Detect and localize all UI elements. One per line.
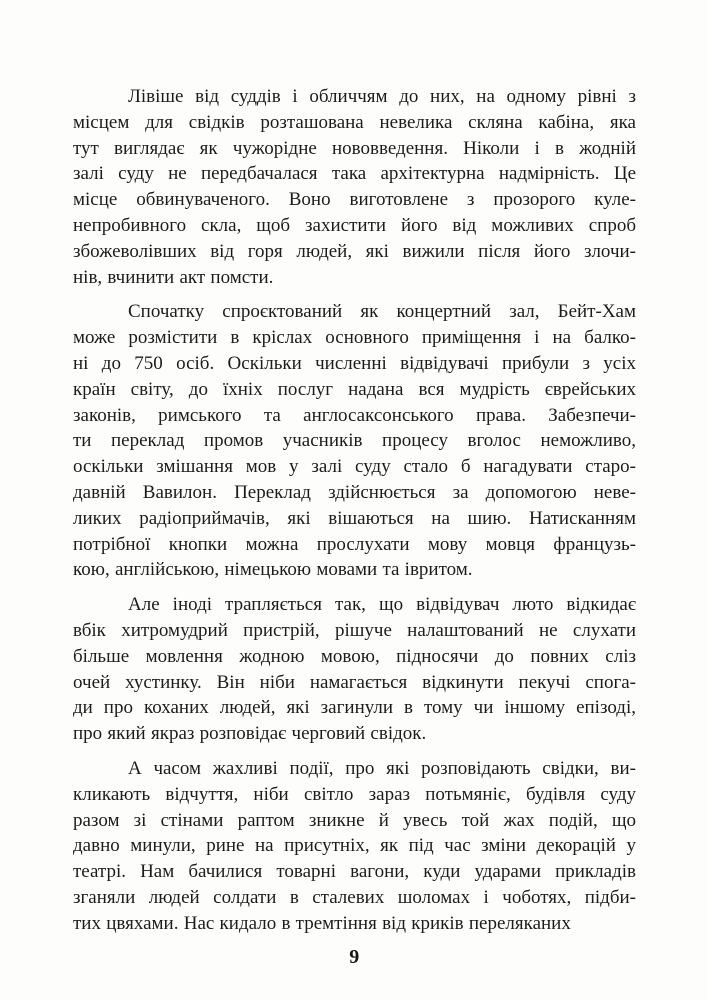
text-line: ні до 750 осіб. Оскільки численні відвідувачі прибули з усіх [73,352,636,374]
text-line: ти переклад промов учасників процесу вголос неможливо, [73,430,636,452]
text-line: про який якраз розповідає черговий свідок. [73,723,427,745]
text-line: місце обвинуваченого. Воно виготовлене з прозорого куле- [73,189,636,211]
text-line: А часом жахливі події, про які розповідають свідки, ви- [128,757,636,779]
text-line: Лівіше від суддів і обличчям до них, на одному рівні з [128,86,636,107]
text-line: Спочатку спроєктований як концертний зал, Бейт-Хам [128,301,636,323]
text-line: зганяли людей солдати в сталевих шоломах і чоботях, підби- [73,886,636,908]
text-line: ликих радіоприймачів, які вішаються на шию. Натисканням [73,507,636,529]
text-line: вбік хитромудрий пристрій, рішуче налаштований не слухати [73,619,636,641]
text-line: оскільки змішання мов у залі суду стало б нагадувати старо- [73,456,636,478]
text-line: збожеволівших від горя людей, які вижили після його злочи- [73,240,636,262]
text-line: ди про коханих людей, які загинули в тому чи іншому епізоді, [73,697,636,719]
page-number: 9 [349,945,360,968]
text-line: давно минули, рине на присутніх, як під час зміни декорацій у [73,835,636,857]
text-line: країн світу, до їхніх послуг надана вся мудрість єврейських [73,378,636,400]
text-line: може розмістити в кріслах основного приміщення і на балко- [73,327,636,349]
text-line: потрібної кнопки можна прослухати мову мовця французь- [73,533,636,555]
text-line: законів, римського та англосаксонського права. Забезпечи- [73,404,636,426]
text-line: нів, вчинити акт помсти. [73,266,274,288]
text-line: Але іноді трапляється так, що відвідувач люто відкидає [128,594,636,616]
paragraph [73,299,636,583]
text-line: давній Вавилон. Переклад здійснюється за допомогою неве- [73,481,636,503]
page-text [73,84,636,937]
text-line: кликають відчуття, ніби світло зараз потьмяніє, будівля суду [73,783,636,805]
text-line: непробивного скла, щоб захистити його від можливих спроб [73,214,636,236]
paragraph [73,756,636,937]
paragraph [73,592,636,747]
text-line: більше мовлення жодною мовою, підносячи до повних сліз [73,645,636,667]
text-line: тих цвяхами. Нас кидало в тремтіння від криків переляканих [73,912,571,934]
text-line: тут виглядає як чужорідне нововведення. Ніколи і в жодній [73,137,636,159]
text-line: очей хустинку. Він ніби намагається відкинути пекучі спога- [73,671,636,693]
text-line: залі суду не передбачалася така архітектурна надмірність. Це [73,163,636,185]
text-line: кою, англійською, німецькою мовами та івритом. [73,559,473,581]
text-line: театрі. Нам бачилися товарні вагони, куди ударами прикладів [73,861,636,883]
text-line: разом зі стінами раптом зникне й увесь той жах подій, що [73,809,636,831]
text-line: місцем для свідків розташована невелика скляна кабіна, яка [73,111,636,133]
paragraph [73,84,636,290]
